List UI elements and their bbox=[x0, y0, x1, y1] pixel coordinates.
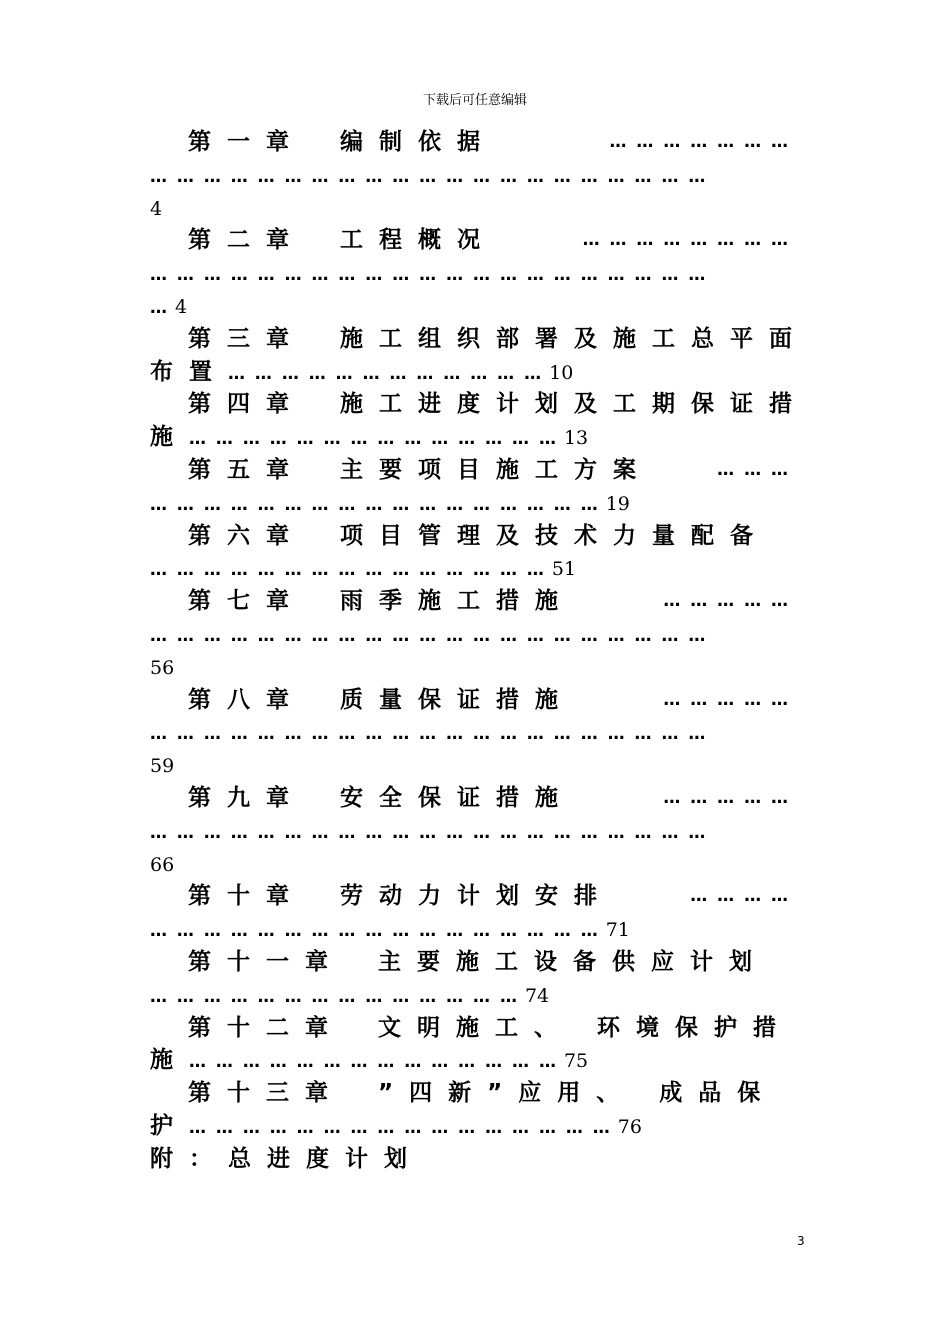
toc-page-number: 4 bbox=[150, 197, 163, 220]
toc-chapter-title: 施工组织部署及施工总平面 bbox=[340, 325, 808, 352]
toc-chapter-title: 文明施工、 环境保护措 bbox=[378, 1014, 793, 1041]
toc-chapter-title: 劳动力计划安排 bbox=[340, 883, 613, 910]
toc-line-text: 附：总进度计划 bbox=[150, 1145, 423, 1172]
toc-chapter-title: 主要施工设备供应计划 bbox=[378, 948, 768, 975]
toc-page-number: 75 bbox=[563, 1050, 589, 1073]
toc-line bbox=[150, 848, 790, 881]
toc-line bbox=[150, 290, 790, 323]
toc-line bbox=[150, 716, 790, 749]
toc-line bbox=[150, 126, 790, 159]
toc-line bbox=[150, 1110, 790, 1143]
toc-leader-dots: … … … … … … … … … … … … … … … … … … … … … bbox=[150, 724, 708, 745]
toc-line bbox=[150, 224, 790, 257]
toc-leader-dots: … … … … … bbox=[663, 787, 790, 808]
toc-page-number: 71 bbox=[605, 919, 630, 942]
toc-chapter-label: 第二章 bbox=[188, 227, 305, 254]
toc-leader-dots: … … … … … … … … … … … … … … … bbox=[150, 560, 546, 581]
page-header: 下载后可任意编辑 bbox=[422, 93, 527, 108]
toc-leader-dots: … … … … bbox=[690, 886, 790, 907]
toc-page-number: 76 bbox=[617, 1115, 642, 1138]
toc-page-number: 51 bbox=[551, 558, 577, 581]
toc-leader-dots: … … … … … … … … … … … … … … … … … bbox=[150, 921, 600, 942]
toc-chapter-title: 质量保证措施 bbox=[340, 686, 574, 713]
toc-line-text: 护 bbox=[150, 1112, 189, 1139]
toc-page-number: 19 bbox=[605, 492, 630, 515]
toc-chapter-label: 第四章 bbox=[188, 391, 305, 418]
toc-line bbox=[150, 880, 790, 913]
toc-leader-dots: … … … … … … … … … … … … … … … … … … … … … bbox=[150, 265, 708, 286]
toc-chapter-title: 安全保证措施 bbox=[340, 784, 574, 811]
toc-chapter-label: 第七章 bbox=[188, 588, 305, 615]
toc-line bbox=[150, 257, 790, 290]
toc-line-text: 施 bbox=[150, 1047, 189, 1074]
toc-chapter-title: 主要项目施工方案 bbox=[340, 456, 652, 483]
toc-page-number: 56 bbox=[150, 656, 175, 679]
toc-page-number: 10 bbox=[549, 361, 574, 384]
toc-line bbox=[150, 1143, 790, 1176]
toc-chapter-label: 第十二章 bbox=[188, 1014, 344, 1041]
toc-line-text: 布置 bbox=[150, 358, 228, 385]
toc-chapter-label: 第三章 bbox=[188, 325, 305, 352]
toc-line bbox=[150, 1012, 793, 1045]
toc-leader-dots: … … … … … … … … … … … … … … … … … … … … … bbox=[150, 822, 708, 843]
toc-leader-dots: … … … … … … … … … … … … … … bbox=[150, 986, 519, 1007]
toc-line bbox=[150, 651, 790, 684]
toc-line bbox=[150, 454, 790, 487]
toc-line bbox=[150, 323, 808, 356]
toc-leader-dots: … … … bbox=[717, 459, 790, 480]
toc-line bbox=[150, 1044, 790, 1077]
toc-leader-dots: … … … … … bbox=[663, 689, 790, 710]
toc-leader-dots: … … … … … … … … … … … … … … bbox=[189, 1052, 558, 1073]
toc-line bbox=[150, 979, 790, 1012]
toc-page-number: 4 bbox=[175, 295, 188, 318]
toc-line bbox=[150, 520, 790, 553]
toc-line bbox=[150, 684, 790, 717]
toc-chapter-title: 施工进度计划及工期保证措 bbox=[340, 391, 808, 418]
toc-leader-dots: … … … … … … … … … … … … … … … … … … … … … bbox=[150, 625, 708, 646]
toc-page-number: 74 bbox=[524, 984, 550, 1007]
page-number: 3 bbox=[797, 1234, 805, 1248]
toc-leader-dots: … … … … … … … … bbox=[582, 230, 790, 251]
toc-line bbox=[150, 421, 790, 454]
toc-chapter-title: ”四新”应用、 成品保 bbox=[378, 1080, 777, 1107]
table-of-contents bbox=[150, 126, 808, 1176]
toc-page-number: 66 bbox=[150, 853, 175, 876]
toc-chapter-label: 第十三章 bbox=[188, 1080, 344, 1107]
toc-chapter-label: 第五章 bbox=[188, 456, 305, 483]
toc-line bbox=[150, 815, 790, 848]
toc-chapter-label: 第十一章 bbox=[188, 948, 344, 975]
toc-page-number: 59 bbox=[150, 755, 175, 778]
toc-leader-dots: … … … … … … … … … … … … … … … … bbox=[189, 1117, 612, 1138]
toc-line bbox=[150, 782, 790, 815]
toc-chapter-label: 第一章 bbox=[188, 129, 305, 155]
toc-chapter-title: 项目管理及技术力量配备 bbox=[340, 522, 769, 549]
toc-chapter-label: 第八章 bbox=[188, 686, 305, 713]
toc-line bbox=[150, 192, 790, 225]
toc-leader-dots: … bbox=[150, 297, 169, 318]
toc-leader-dots: … … … … … … … … … … … … bbox=[228, 363, 544, 384]
toc-line bbox=[150, 552, 790, 585]
toc-line bbox=[150, 913, 790, 946]
toc-line-text: 施 bbox=[150, 424, 189, 451]
toc-page-number: 13 bbox=[563, 427, 589, 450]
toc-line bbox=[150, 946, 790, 979]
toc-line bbox=[150, 585, 790, 618]
toc-line bbox=[150, 388, 808, 421]
toc-chapter-label: 第六章 bbox=[188, 522, 305, 549]
toc-chapter-title: 雨季施工措施 bbox=[340, 588, 574, 615]
toc-leader-dots: … … … … … … … bbox=[609, 132, 790, 152]
toc-line bbox=[150, 356, 790, 389]
toc-chapter-label: 第十章 bbox=[188, 883, 305, 910]
toc-leader-dots: … … … … … … … … … … … … … … bbox=[189, 429, 558, 450]
toc-line bbox=[150, 749, 790, 782]
toc-chapter-label: 第九章 bbox=[188, 784, 305, 811]
toc-chapter-title: 工程概况 bbox=[340, 227, 496, 254]
toc-leader-dots: … … … … … … … … … … … … … … … … … … … … … bbox=[150, 166, 708, 187]
toc-leader-dots: … … … … … … … … … … … … … … … … … bbox=[150, 494, 600, 515]
toc-leader-dots: … … … … … bbox=[663, 591, 790, 612]
toc-chapter-title: 编制依据 bbox=[340, 129, 496, 155]
toc-line bbox=[150, 487, 790, 520]
toc-line bbox=[150, 618, 790, 651]
toc-line bbox=[150, 159, 790, 192]
toc-line bbox=[150, 1077, 790, 1110]
